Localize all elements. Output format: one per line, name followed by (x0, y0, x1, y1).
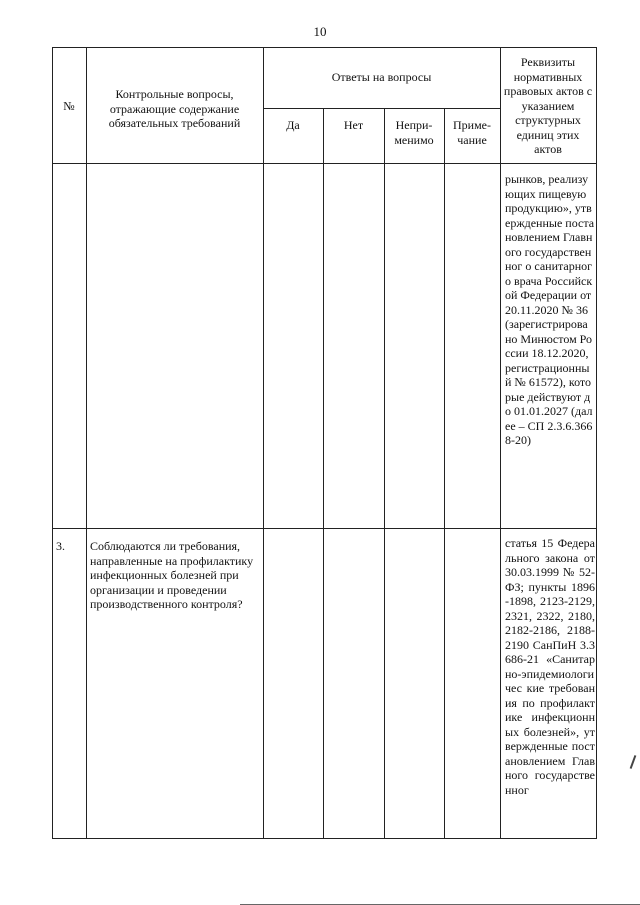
row-separator (52, 528, 597, 529)
col-border-yes (323, 108, 324, 839)
header-bottom-border (52, 163, 597, 164)
col-border-right (596, 47, 597, 839)
table-bottom-border (52, 838, 597, 839)
row-2-question: Соблюдаются ли требования, направленные на профилактику инфекционных болезней при организации и проведении производственного контроля? (90, 539, 254, 611)
table-top-border (52, 47, 597, 48)
col-border-na (444, 108, 445, 839)
col-border-num (86, 47, 87, 839)
header-not-applicable-line1: Непри- (395, 118, 433, 132)
header-note-line1: Приме- (452, 118, 491, 132)
row-1-requisites: рынков, реализующих пищевую продукцию», утвержденные постановлением Главного государственног о санитарного врача Российской Федерации от 20.11.2020 № 36 (зарегистрирова но Минюстом России 18.12.2020, регистрационны й № 61572), которые действуют до 01.01.2027 (далее – СП 2.3.6.3668-20) (505, 172, 595, 447)
page-number: 10 (313, 24, 327, 39)
header-note-line2: чание (457, 132, 487, 147)
col-border-left (52, 47, 53, 839)
col-border-questions (263, 47, 264, 839)
header-no: Нет (343, 118, 364, 132)
answers-subheader-line (263, 108, 500, 109)
col-border-note (500, 47, 501, 839)
header-not-applicable (384, 118, 444, 147)
col-border-no (384, 108, 385, 839)
header-not-applicable-line2: менимо (394, 132, 434, 147)
header-note (444, 118, 500, 147)
row-2-requisites: статья 15 Федерального закона от 30.03.1999 № 52-ФЗ; пункты 1896-1898, 2123-2129, 2321, 2322, 2180, 2182-2186, 2188-2190 СанПиН 3.3686-21 «Санитарно-эпидемиологичес кие требования по профилактике инфекционных болезней», утвержденные постановлением Главного государственног (505, 536, 595, 797)
header-answers: Ответы на вопросы (331, 70, 432, 84)
header-questions: Контрольные вопросы, отражающие содержание обязательных требований (108, 87, 241, 130)
header-requisites: Реквизиты нормативных правовых актов с указанием структурных единиц этих актов (503, 55, 593, 156)
header-yes: Да (286, 118, 300, 132)
header-num: № (63, 99, 75, 113)
row-2-num: 3. (56, 539, 65, 553)
